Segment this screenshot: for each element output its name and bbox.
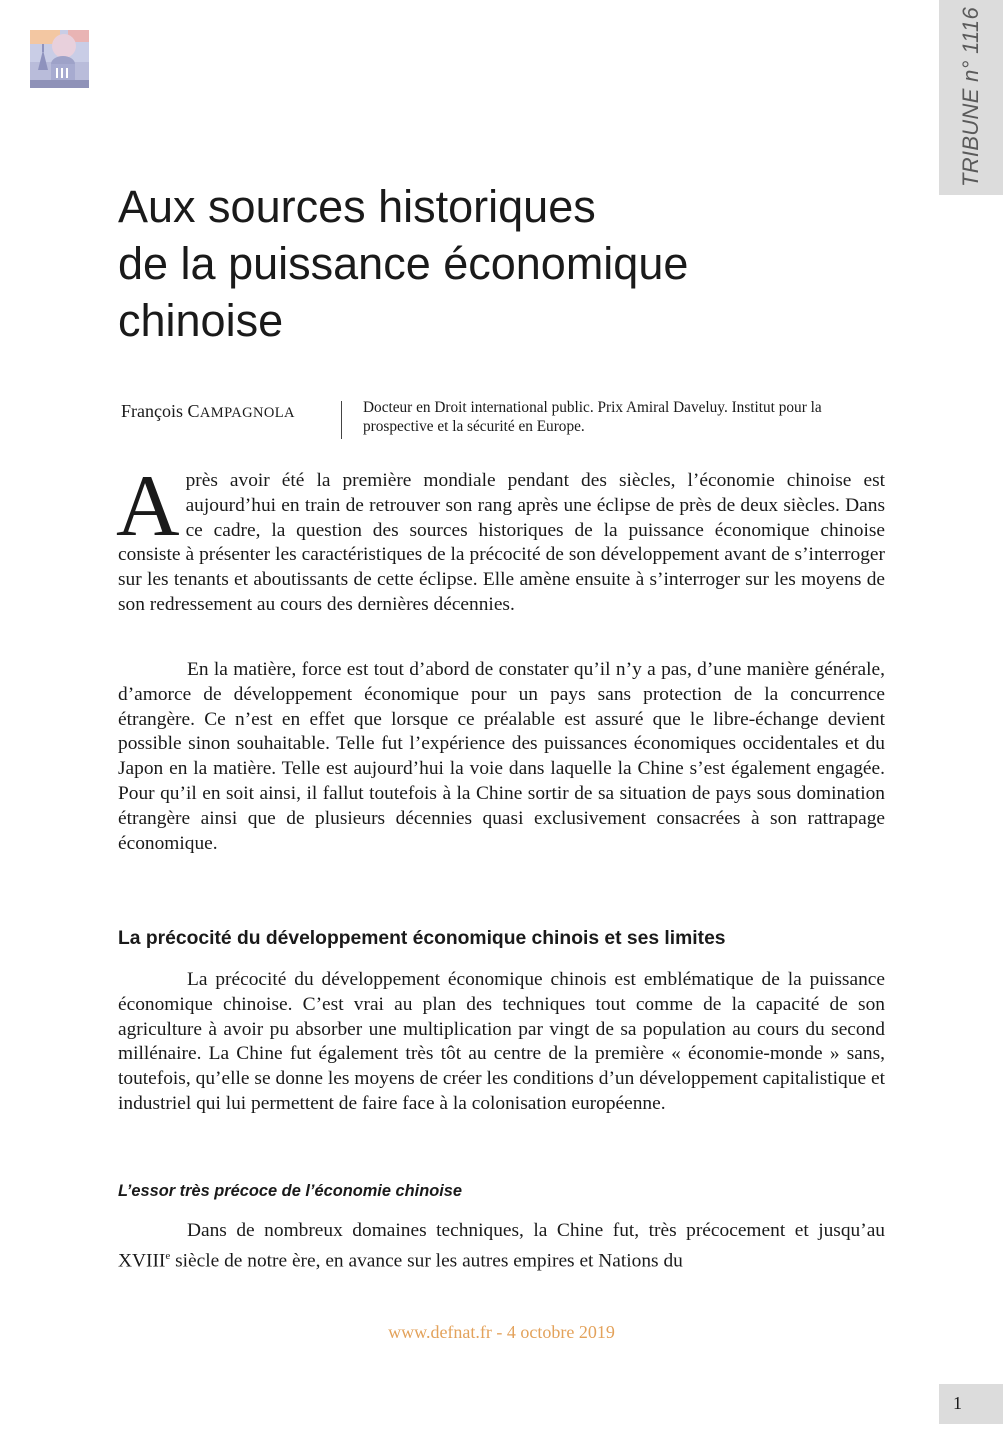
author-divider xyxy=(341,401,342,439)
footer-website-date: www.defnat.fr - 4 octobre 2019 xyxy=(388,1322,615,1342)
author-name xyxy=(121,401,295,422)
title-line-3: chinoise xyxy=(118,295,284,346)
page-number: 1 xyxy=(953,1393,962,1413)
title-line-1: Aux sources historiques xyxy=(118,181,596,232)
body-paragraph-1-text: près avoir été la première mondiale pendant des siècles, l’économie chinoise est aujourd’hui en train de retrouver son rang après une éclipse de près de deux siècles. Dans ce cadre, la question des sources historiques de la puissance économique chinoise consiste à présenter les caractéristiques de la précocité de son développement avant de s’interroger sur les tenants et aboutissants de cette éclipse. Elle amène ensuite à s’interroger sur les moyens de son redressement au cours des dernières décennies. xyxy=(118,470,885,615)
body-paragraph-4-end: siècle de notre ère, en avance sur les autres empires et Nations du xyxy=(170,1250,683,1272)
author-first-name: François xyxy=(121,401,183,421)
body-paragraph-2: En la matière, force est tout d’abord de constater qu’il n’y a pas, d’une manière générale, d’amorce de développement économique pour un pays sans protection de la concurrence étrangère. Ce n’est en effet que lorsque ce préalable est assuré que le libre-échange devient possible sinon souhaitable. Telle fut l’expérience des puissances économiques occidentales et du Japon en la matière. Telle est aujourd’hui la voie dans laquelle la Chine s’est également engagée. Pour qu’il en soit ainsi, il fallut toutefois à la Chine sortir de sa situation de pays sous domination étrangère ainsi que de plusieurs décennies quasi exclusivement consacrées à son rattrapage économique. xyxy=(118,659,885,854)
body-paragraph-4-start: Dans de nombreux domaines techniques, la Chine fut, très précocement et jusqu’au XVIII xyxy=(118,1220,885,1272)
article-title xyxy=(118,178,898,349)
author-last-name: CAMPAGNOLA xyxy=(187,401,295,421)
body-paragraph-4 xyxy=(118,1219,885,1274)
body-paragraph-1 xyxy=(116,458,885,618)
subsection-heading: L’essor très précoce de l’économie chinoise xyxy=(118,1182,463,1200)
author-affiliation: Docteur en Droit international public. Prix Amiral Daveluy. Institut pour la prospective et la sécurité en Europe. xyxy=(363,399,822,435)
author-last-name-initial: C xyxy=(187,401,200,421)
drop-cap: A xyxy=(116,458,180,555)
century-superscript: e xyxy=(165,1249,171,1262)
section-heading: La précocité du développement économique chinois et ses limites xyxy=(118,928,726,949)
body-paragraph-3: La précocité du développement économique chinois est emblématique de la puissance économique chinoise. C’est vrai au plan des techniques tout comme de la capacité de son agriculture à avoir pu absorber une multiplication par vingt de sa population au cours du second millénaire. La Chine fut également très tôt au centre de la première « économie-monde » sans, toutefois, qu’elle se donne les moyens de créer les conditions d’un développement capitalistique et industriel qui lui permettent de faire face à la colonisation européenne. xyxy=(118,969,885,1114)
defense-nationale-logo-icon xyxy=(30,30,89,88)
title-line-2: de la puissance économique xyxy=(118,238,689,289)
page-number-box xyxy=(939,1384,1003,1424)
tribune-number-label: TRIBUNE n° 1116 xyxy=(958,7,983,187)
tribune-side-tab xyxy=(939,0,1003,195)
